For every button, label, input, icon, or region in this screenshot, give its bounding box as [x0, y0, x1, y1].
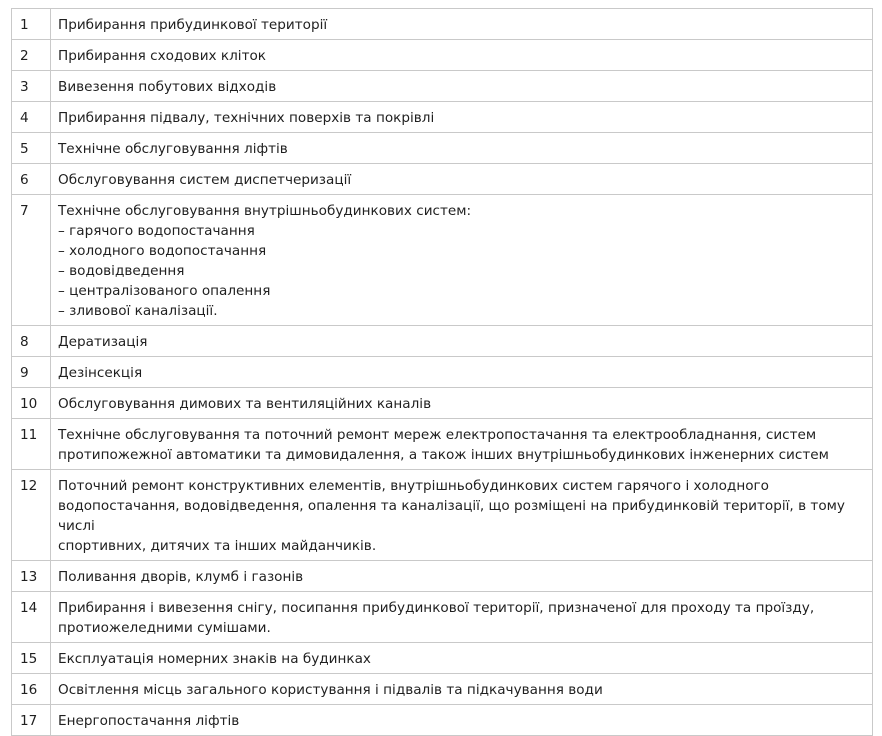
service-description: Технічне обслуговування внутрішньобудинкових систем: – гарячого водопостачання – холодного водопостачання – водовідведення – централізованого опалення – зливової каналізації.	[51, 195, 873, 326]
table-row	[12, 71, 873, 102]
service-description: Експлуатація номерних знаків на будинках	[51, 643, 873, 674]
service-description: Прибирання і вивезення снігу, посипання прибудинкової території, призначеної для проходу та проїзду, протиожеледними сумішами.	[51, 592, 873, 643]
service-description: Технічне обслуговування ліфтів	[51, 133, 873, 164]
row-number: 8	[12, 326, 51, 357]
row-number: 4	[12, 102, 51, 133]
service-description: Дератизація	[51, 326, 873, 357]
service-description: Енергопостачання ліфтів	[51, 705, 873, 736]
table-row	[12, 592, 873, 643]
row-number: 12	[12, 470, 51, 561]
row-number: 2	[12, 40, 51, 71]
row-number: 16	[12, 674, 51, 705]
row-number: 6	[12, 164, 51, 195]
service-description: Поливання дворів, клумб і газонів	[51, 561, 873, 592]
row-number: 13	[12, 561, 51, 592]
table-row	[12, 470, 873, 561]
service-description: Прибирання підвалу, технічних поверхів та покрівлі	[51, 102, 873, 133]
row-number: 5	[12, 133, 51, 164]
table-row	[12, 674, 873, 705]
row-number: 9	[12, 357, 51, 388]
service-description: Прибирання прибудинкової території	[51, 9, 873, 40]
service-description: Обслуговування димових та вентиляційних каналів	[51, 388, 873, 419]
table-row	[12, 195, 873, 326]
table-row	[12, 9, 873, 40]
table-row	[12, 705, 873, 736]
table-row	[12, 40, 873, 71]
service-description: Технічне обслуговування та поточний ремонт мереж електропостачання та електрообладнання, систем протипожежної автоматики та димовидалення, а також інших внутрішньобудинкових інженерних систем	[51, 419, 873, 470]
services-table	[11, 8, 873, 736]
table-row	[12, 357, 873, 388]
row-number: 11	[12, 419, 51, 470]
row-number: 17	[12, 705, 51, 736]
service-description: Прибирання сходових кліток	[51, 40, 873, 71]
table-row	[12, 419, 873, 470]
row-number: 7	[12, 195, 51, 326]
row-number: 10	[12, 388, 51, 419]
row-number: 14	[12, 592, 51, 643]
table-row	[12, 102, 873, 133]
service-description: Вивезення побутових відходів	[51, 71, 873, 102]
table-row	[12, 643, 873, 674]
service-description: Поточний ремонт конструктивних елементів, внутрішньобудинкових систем гарячого і холодного водопостачання, водовідведення, опалення та каналізації, що розміщені на прибудинковій території, в тому числі спортивних, дитячих та інших майданчиків.	[51, 470, 873, 561]
service-description: Обслуговування систем диспетчеризації	[51, 164, 873, 195]
table-row	[12, 388, 873, 419]
row-number: 1	[12, 9, 51, 40]
table-row	[12, 326, 873, 357]
service-description: Освітлення місць загального користування і підвалів та підкачування води	[51, 674, 873, 705]
service-description: Дезінсекція	[51, 357, 873, 388]
row-number: 3	[12, 71, 51, 102]
table-row	[12, 164, 873, 195]
table-row	[12, 561, 873, 592]
row-number: 15	[12, 643, 51, 674]
table-row	[12, 133, 873, 164]
